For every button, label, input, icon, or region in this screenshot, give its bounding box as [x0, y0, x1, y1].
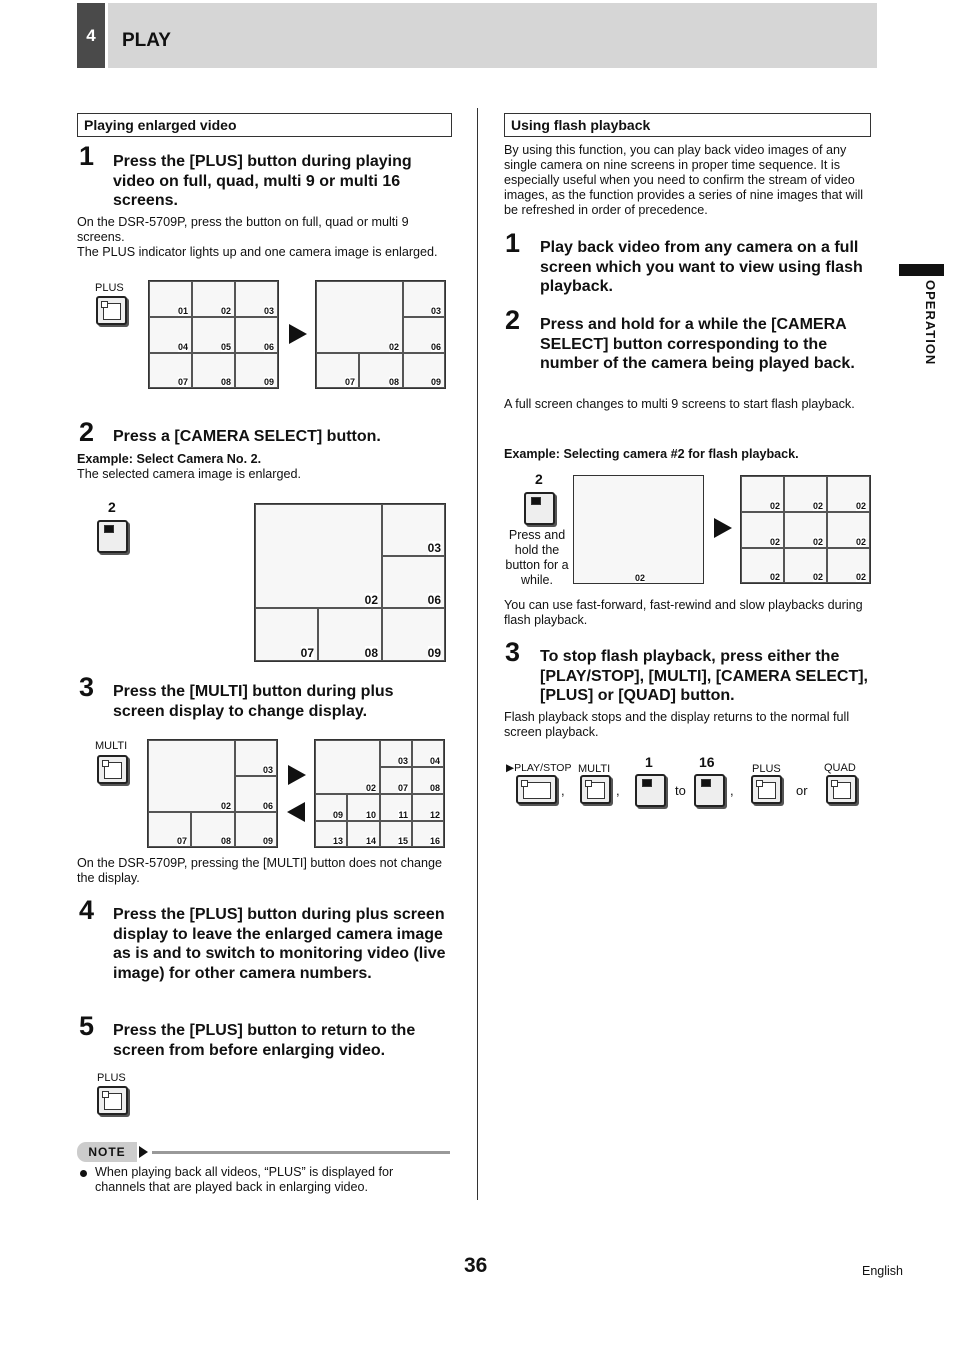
- separator-to: to: [675, 783, 686, 798]
- camera-number: 06: [262, 801, 273, 811]
- language-label: English: [862, 1264, 903, 1278]
- camera-number: 02: [812, 537, 823, 547]
- multi9-screen: [148, 280, 279, 389]
- camera-number: 02: [220, 801, 231, 811]
- intro-text: By using this function, you can play back video images of any single camera on nine screens in proper time sequence. It is especially useful when you need to confirm the stream of video images, as the function provides a series of nine images that will be refreshed in order of precedence.: [504, 143, 864, 217]
- camera-number: 08: [220, 836, 231, 846]
- note-arrow-icon: [139, 1146, 148, 1158]
- arrow-right-icon: [289, 324, 307, 344]
- camera-number: 02: [769, 537, 780, 547]
- camera-number: 03: [263, 306, 274, 316]
- body-text: Flash playback stops and the display returns to the normal full screen playback.: [504, 710, 850, 739]
- step-text: Play back video from any camera on a full screen which you want to view using flash playback.: [540, 239, 863, 295]
- camera-number: 02: [812, 501, 823, 511]
- camera-select-button-16[interactable]: [694, 774, 725, 807]
- camera-button-number: 16: [699, 754, 715, 770]
- camera-number: 07: [177, 377, 188, 387]
- camera-number: 01: [177, 306, 188, 316]
- camera-number: 02: [365, 783, 376, 793]
- plus-screen: [147, 739, 278, 848]
- camera-number: 16: [429, 836, 440, 846]
- camera-number: 07: [300, 646, 314, 660]
- camera-number: 02: [634, 573, 645, 583]
- step-number: 2: [79, 417, 95, 447]
- camera-select-button-1[interactable]: [635, 774, 666, 807]
- body-text: On the DSR-5709P, pressing the [MULTI] button does not change the display.: [77, 856, 442, 885]
- step-text: Press the [PLUS] button to return to the screen from before enlarging video.: [113, 1022, 416, 1059]
- camera-number: 09: [263, 377, 274, 387]
- camera-number: 08: [429, 783, 440, 793]
- note-text: When playing back all videos, “PLUS” is displayed for channels that are played back in enlarging video.: [95, 1165, 394, 1194]
- camera-number: 09: [332, 810, 343, 820]
- camera-number: 10: [365, 810, 376, 820]
- step-number: 3: [505, 637, 521, 667]
- camera-button-number: 2: [535, 471, 543, 487]
- camera-number: 03: [427, 541, 441, 555]
- step-number: 1: [505, 228, 521, 258]
- camera-number: 13: [332, 836, 343, 846]
- camera-number: 02: [855, 501, 866, 511]
- camera-number: 09: [262, 836, 273, 846]
- step-text: To stop flash playback, press either the [PLAY/STOP], [MULTI], [CAMERA SELECT], [PLUS] or [QUAD] button.: [540, 648, 868, 704]
- note-divider: [152, 1151, 450, 1154]
- camera-number: 02: [769, 572, 780, 582]
- step-number: 1: [79, 141, 95, 171]
- step-text: Press the [MULTI] button during plus screen display to change display.: [113, 683, 394, 720]
- separator-comma: ,: [616, 783, 620, 798]
- play-stop-label: ▶PLAY/STOP: [506, 762, 572, 774]
- section-title-enlarged: Playing enlarged video: [77, 113, 452, 137]
- separator-or: or: [796, 783, 808, 798]
- separator-comma: ,: [730, 783, 734, 798]
- camera-number: 04: [177, 342, 188, 352]
- page-number: 36: [464, 1254, 488, 1277]
- camera-number: 03: [262, 765, 273, 775]
- step-text: Press a [CAMERA SELECT] button.: [113, 428, 381, 445]
- body-text: The selected camera image is enlarged.: [77, 467, 302, 481]
- body-text: The PLUS indicator lights up and one camera image is enlarged.: [77, 245, 438, 259]
- camera-number: 05: [220, 342, 231, 352]
- camera-number: 09: [427, 646, 441, 660]
- camera-number: 08: [220, 377, 231, 387]
- column-divider: [477, 108, 478, 1200]
- step-number: 2: [505, 305, 521, 335]
- example-text: Example: Selecting camera #2 for flash playback.: [504, 447, 799, 461]
- camera-number: 02: [855, 572, 866, 582]
- camera-number: 02: [769, 501, 780, 511]
- camera-button-number: 2: [108, 499, 116, 515]
- camera-number: 06: [263, 342, 274, 352]
- header-bar: [108, 3, 877, 68]
- separator-comma: ,: [561, 783, 565, 798]
- step-number: 5: [79, 1011, 95, 1041]
- camera-number: 07: [176, 836, 187, 846]
- body-text: On the DSR-5709P, press the button on full, quad or multi 9 screens.: [77, 215, 409, 244]
- plus-screen: [315, 280, 446, 389]
- camera-number: 07: [344, 377, 355, 387]
- plus-button[interactable]: [97, 1086, 128, 1115]
- plus-button[interactable]: [751, 775, 782, 804]
- bullet-icon: [80, 1170, 87, 1177]
- camera-number: 14: [365, 836, 376, 846]
- side-tab-label: OPERATION: [923, 280, 938, 366]
- body-text: You can use fast-forward, fast-rewind and slow playbacks during flash playback.: [504, 598, 863, 627]
- camera-number: 06: [430, 342, 441, 352]
- press-hold-caption: Press and hold the button for a while.: [505, 528, 569, 587]
- camera-number: 07: [397, 783, 408, 793]
- section-title-flash: Using flash playback: [504, 113, 871, 137]
- multi-button-label: MULTI: [95, 740, 128, 752]
- multi-button[interactable]: [97, 755, 128, 784]
- camera-number: 02: [855, 537, 866, 547]
- side-tab-marker: [899, 264, 944, 276]
- camera-number: 11: [398, 810, 408, 820]
- camera-number: 04: [429, 756, 440, 766]
- step-text: Press and hold for a while the [CAMERA SELECT] button corresponding to the number of the camera being played back.: [540, 316, 855, 372]
- full-screen: [573, 475, 704, 584]
- camera-number: 03: [430, 306, 441, 316]
- multi-button-label: MULTI: [578, 763, 611, 775]
- multi-button[interactable]: [580, 775, 611, 804]
- camera-number: 02: [812, 572, 823, 582]
- chapter-title: PLAY: [122, 30, 171, 51]
- quad-button-label: QUAD: [824, 762, 856, 774]
- plus-button-label: PLUS: [752, 763, 781, 775]
- body-text: A full screen changes to multi 9 screens to start flash playback.: [504, 397, 855, 411]
- note-badge: NOTE: [77, 1142, 137, 1162]
- plus-button[interactable]: [96, 296, 127, 325]
- step-number: 4: [79, 895, 95, 925]
- plus-multi16-screen: [314, 739, 445, 848]
- flash-multi9-screen: [740, 475, 871, 584]
- camera-number: 09: [430, 377, 441, 387]
- step-text: Press the [PLUS] button during plus screen display to leave the enlarged camera image as is and to switch to monitoring video (live image) for other camera numbers.: [113, 906, 446, 982]
- camera-button-number: 1: [645, 754, 653, 770]
- play-stop-button[interactable]: [516, 775, 557, 804]
- plus-button-label: PLUS: [97, 1072, 126, 1084]
- camera-number: 03: [397, 756, 408, 766]
- camera-number: 06: [427, 593, 441, 607]
- arrow-right-icon: [714, 518, 732, 538]
- camera-number: 08: [364, 646, 378, 660]
- arrow-left-icon: [287, 802, 305, 822]
- camera-select-button-2[interactable]: [524, 492, 555, 525]
- quad-button[interactable]: [826, 775, 857, 804]
- camera-number: 02: [364, 593, 378, 607]
- plus-button-label: PLUS: [95, 282, 124, 294]
- arrow-right-icon: [288, 765, 306, 785]
- step-text: Press the [PLUS] button during playing video on full, quad, multi 9 or multi 16 screens.: [113, 153, 412, 209]
- camera-number: 15: [397, 836, 408, 846]
- camera-number: 02: [220, 306, 231, 316]
- plus-screen-large: [254, 503, 446, 662]
- example-text: Example: Select Camera No. 2.: [77, 452, 262, 466]
- chapter-number: 4: [77, 3, 105, 68]
- camera-select-button-2[interactable]: [97, 520, 128, 553]
- camera-number: 08: [388, 377, 399, 387]
- camera-number: 12: [429, 810, 440, 820]
- step-number: 3: [79, 672, 95, 702]
- camera-number: 02: [388, 342, 399, 352]
